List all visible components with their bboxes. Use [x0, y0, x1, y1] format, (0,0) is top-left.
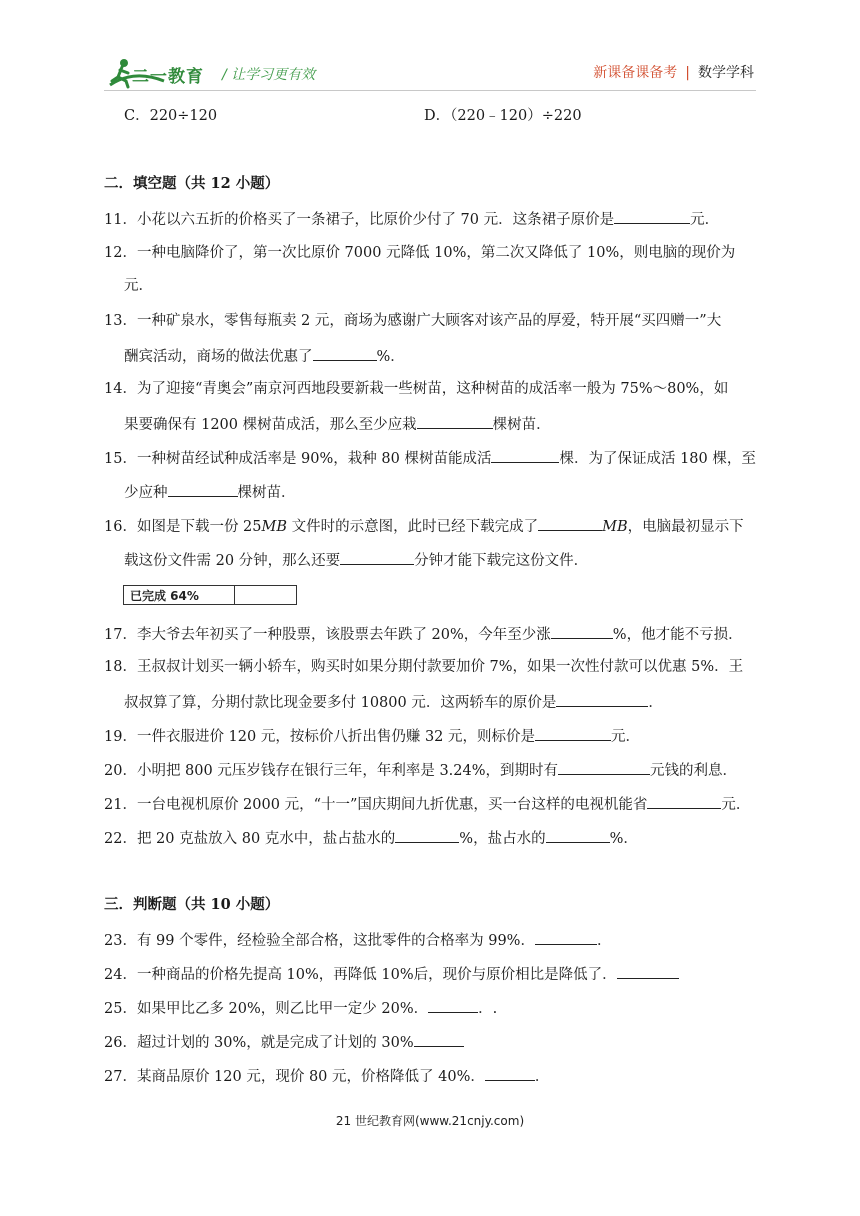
q16-unit-mb: MB: [261, 519, 288, 535]
q24-text: 24．一种商品的价格先提高 10%，再降低 10%后，现价与原价相比是降低了．: [104, 967, 617, 983]
q13-unit: %．: [376, 349, 405, 365]
answer-blank[interactable]: [417, 413, 493, 429]
answer-blank[interactable]: [556, 691, 648, 707]
q21-text: 21．一台电视机原价 2000 元，“十一”国庆期间九折优惠，买一台这样的电视机能省: [104, 797, 648, 813]
q13-text: 酬宾活动，商场的做法优惠了: [124, 349, 313, 365]
answer-blank[interactable]: [313, 345, 377, 361]
question-14: 14．为了迎接“青奥会”南京河西地段要新栽一些树苗，这种树苗的成活率一般为 75%～80%，如: [104, 381, 729, 397]
q21-unit: 元．: [721, 797, 751, 813]
q23-text: 23．有 99 个零件，经检验全部合格，这批零件的合格率为 99%．: [104, 933, 535, 949]
question-27: [104, 1065, 549, 1087]
question-24: [104, 963, 679, 985]
logo-text: 二一教育: [132, 67, 204, 87]
question-16-cont: [124, 549, 588, 571]
answer-blank[interactable]: [485, 1065, 535, 1081]
question-15: [104, 447, 756, 469]
question-18-cont: [124, 691, 663, 713]
header-divider: [104, 90, 756, 91]
q11-unit: 元．: [690, 212, 720, 228]
answer-blank[interactable]: [340, 549, 414, 565]
q15-text-3: 少应种: [124, 485, 168, 501]
page-header: [0, 0, 860, 95]
question-20: [104, 759, 737, 781]
q27-end: ．: [534, 1069, 550, 1085]
header-right: [593, 62, 754, 82]
q19-text: 19．一件衣服进价 120 元，按标价八折出售仍赚 32 元，则标价是: [104, 729, 536, 745]
q27-text: 27．某商品原价 120 元，现价 80 元，价格降低了 40%．: [104, 1069, 485, 1085]
q22-text-2: %，盐占水的: [459, 831, 546, 847]
answer-blank[interactable]: [546, 827, 610, 843]
answer-blank[interactable]: [617, 963, 679, 979]
answer-blank[interactable]: [647, 793, 721, 809]
q16-text-5: 分钟才能下载完这份文件．: [414, 553, 589, 569]
q23-end: ．: [596, 933, 612, 949]
section-title-fill: 二．填空题（共 12 小题）: [104, 175, 280, 192]
slogan: / 让学习更有效: [222, 67, 316, 83]
answer-blank[interactable]: [491, 447, 559, 463]
q22-text: 22．把 20 克盐放入 80 克水中，盐占盐水的: [104, 831, 396, 847]
answer-blank[interactable]: [551, 623, 613, 639]
question-25: [104, 997, 497, 1019]
q18-end: ．: [648, 695, 663, 711]
q19-unit: 元．: [611, 729, 641, 745]
section-title-judge: 三．判断题（共 10 小题）: [104, 896, 280, 913]
download-progress-label: 已完成 64%: [130, 589, 199, 603]
header-tagline: 新课备课备考: [593, 65, 678, 81]
q11-text: 11．小花以六五折的价格买了一条裙子，比原价少付了 70 元．这条裙子原价是: [104, 212, 615, 228]
answer-blank[interactable]: [535, 929, 597, 945]
q16-text: 16．如图是下载一份 25: [104, 519, 262, 535]
answer-blank[interactable]: [168, 481, 238, 497]
q25-end: ．.: [478, 1001, 498, 1017]
q18-text: 叔叔算了算，分期付款比现金要多付 10800 元．这两轿车的原价是: [124, 695, 557, 711]
answer-blank[interactable]: [558, 759, 650, 775]
answer-blank[interactable]: [535, 725, 611, 741]
option-c: C．220÷120: [124, 108, 218, 124]
answer-blank[interactable]: [538, 515, 602, 531]
page-footer: 21 世纪教育网(www.21cnjy.com): [335, 1114, 525, 1128]
question-12: 12．一种电脑降价了，第一次比原价 7000 元降低 10%，第二次又降低了 10%，则电脑的现价为: [104, 245, 736, 261]
question-18: 18．王叔叔计划买一辆小轿车，购买时如果分期付款要加价 7%，如果一次性付款可以优惠 5%．王: [104, 659, 744, 675]
option-d: D．（220﹣120）÷220: [424, 108, 582, 124]
question-21: [104, 793, 750, 815]
answer-blank[interactable]: [414, 1031, 464, 1047]
question-11: [104, 208, 719, 230]
question-15-cont: [124, 481, 296, 503]
q14-unit: 棵树苗．: [492, 417, 551, 433]
q22-unit: %．: [609, 831, 638, 847]
question-22: [104, 827, 638, 849]
question-17: [104, 623, 743, 645]
question-13: 13．一种矿泉水，零售每瓶卖 2 元，商场为感谢广大顾客对该产品的厚爱，特开展“买四赠一”大: [104, 313, 722, 329]
q16-text-2: 文件时的示意图，此时已经下载完成了: [287, 519, 539, 535]
question-14-cont: [124, 413, 551, 435]
q25-text: 25．如果甲比乙多 20%，则乙比甲一定少 20%．: [104, 1001, 429, 1017]
question-26: [104, 1031, 464, 1053]
question-16: [104, 515, 744, 537]
q17-text: 17．李大爷去年初买了一种股票，该股票去年跌了 20%，今年至少涨: [104, 627, 551, 643]
question-12-cont: 元．: [124, 278, 153, 294]
q15-unit: 棵树苗．: [237, 485, 296, 501]
question-23: [104, 929, 611, 951]
q15-text-2: 棵．为了保证成活 180 棵，至: [559, 451, 756, 467]
q14-text: 果要确保有 1200 棵树苗成活，那么至少应栽: [124, 417, 417, 433]
answer-blank[interactable]: [395, 827, 459, 843]
header-subject: 数学学科: [698, 65, 754, 81]
q16-unit-mb-2: MB: [602, 519, 628, 535]
q20-text: 20．小明把 800 元压岁钱存在银行三年，年利率是 3.24%，到期时有: [104, 763, 559, 779]
q20-unit: 元钱的利息．: [650, 763, 738, 779]
answer-blank[interactable]: [614, 208, 690, 224]
download-progress-bar: [123, 585, 297, 605]
question-13-cont: [124, 345, 405, 367]
q16-text-4: 载这份文件需 20 分钟，那么还要: [124, 553, 341, 569]
q15-text: 15．一种树苗经试种成活率是 90%，栽种 80 棵树苗能成活: [104, 451, 492, 467]
answer-blank[interactable]: [428, 997, 478, 1013]
header-separator: |: [685, 65, 690, 81]
q17-text-2: %，他才能不亏损．: [612, 627, 743, 643]
q16-text-3: ，电脑最初显示下: [627, 519, 744, 535]
question-19: [104, 725, 640, 747]
q26-text: 26．超过计划的 30%，就是完成了计划的 30%: [104, 1035, 414, 1051]
